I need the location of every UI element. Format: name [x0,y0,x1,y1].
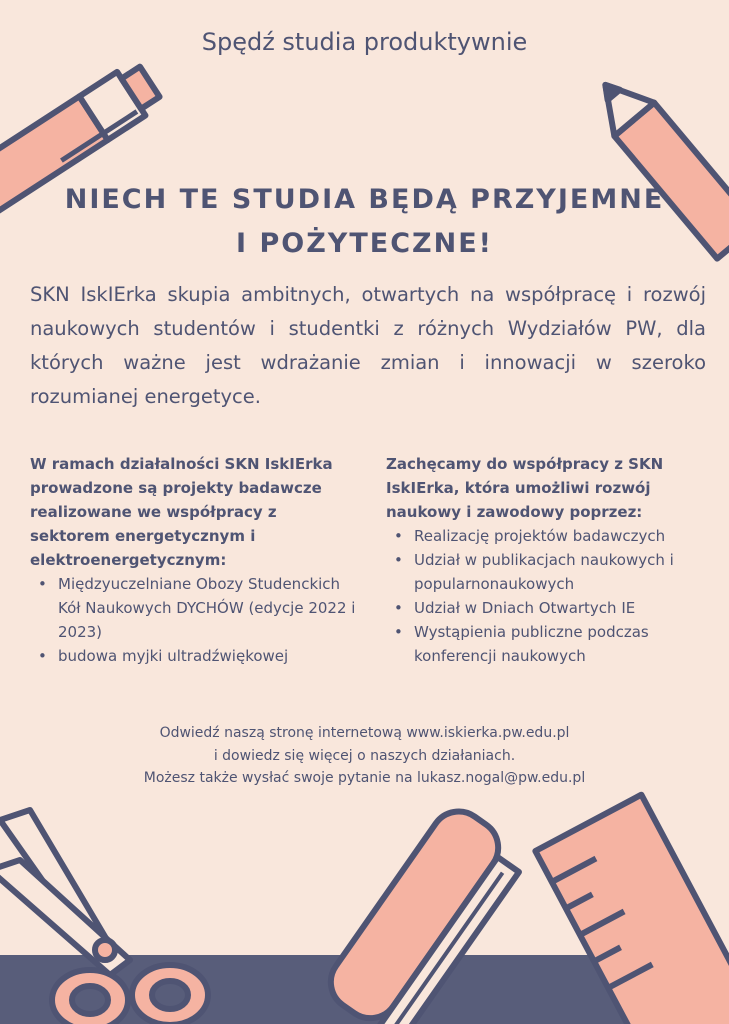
footer-contact [0,722,729,790]
headline [60,178,669,266]
right-column-heading: Zachęcamy do współpracy z SKN IskIErka, która umożliwi rozwój naukowy i zawodowy poprzez: [386,455,664,521]
list-item: • Udział w Dniach Otwartych IE [414,596,706,620]
intro-paragraph: SKN IskIErka skupia ambitnych, otwartych na współpracę i rozwój naukowych studentów i studentki z różnych Wydziałów PW, dla których ważne jest wdrażanie zmian i innowacji w szeroko rozumianej energetyce. [30,283,706,408]
footer-line-info: i dowiedz się więcej o naszych działaniach. [213,747,516,764]
page-subtitle: Spędź studia produktywnie [201,28,528,56]
right-column [386,452,706,668]
list-item: • budowa myjki ultradźwiękowej [58,644,360,668]
headline-line-1: NIECH TE STUDIA BĘDĄ PRZYJEMNE [64,184,665,215]
left-column-list [30,572,360,668]
right-column-list [386,524,706,668]
footer-line-website: Odwiedź naszą stronę internetową www.iskierka.pw.edu.pl [159,725,570,741]
list-item: • Udział w publikacjach naukowych i popularnonaukowych [414,548,706,596]
left-column-heading: W ramach działalności SKN IskIErka prowadzone są projekty badawcze realizowane we współpracy z sektorem energetycznym i elektroenergetycznym: [30,455,333,569]
list-item: • Międzyuczelniane Obozy Studenckich Kół Naukowych DYCHÓW (edycje 2022 i 2023) [58,572,360,644]
list-item: • Realizację projektów badawczych [414,524,706,548]
footer-line-email: Możesz także wysłać swoje pytanie na lukasz.nogal@pw.edu.pl [143,770,586,786]
left-column [30,452,360,668]
list-item: • Wystąpienia publiczne podczas konferencji naukowych [414,620,706,668]
headline-line-2: I POŻYTECZNE! [236,228,493,259]
